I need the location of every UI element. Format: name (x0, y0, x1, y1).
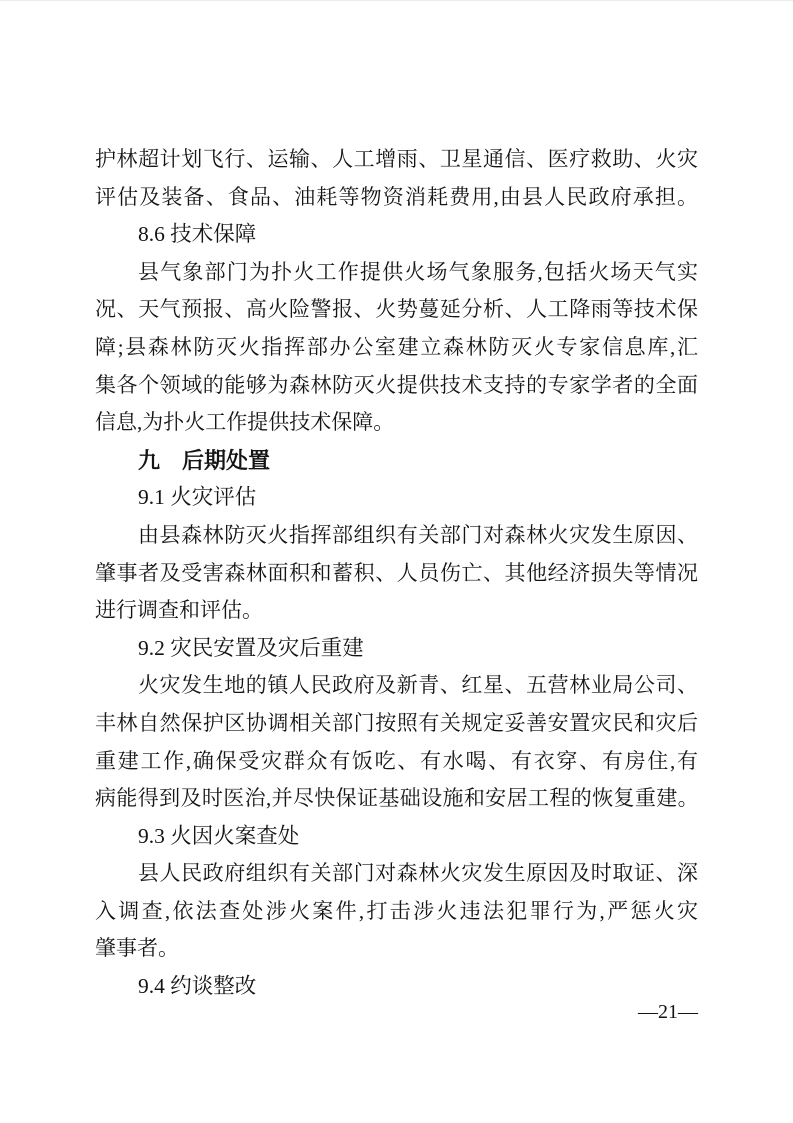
paragraph-line: 由县森林防灭火指挥部组织有关部门对森林火灾发生原因、 (138, 522, 698, 547)
paragraph-line: 县人民政府组织有关部门对森林火灾发生原因及时取证、深 (138, 861, 698, 886)
page-number: —21— (638, 1001, 698, 1023)
subsection-heading: 9.3 火因火案查处 (138, 823, 300, 848)
paragraph-line: 丰林自然保护区协调相关部门按照有关规定妥善安置灾民和灾后 (95, 710, 698, 735)
paragraph-line: 集各个领域的能够为森林防灭火提供技术支持的专家学者的全面 (95, 372, 698, 397)
paragraph-line: 火灾发生地的镇人民政府及新青、红星、五营林业局公司、 (138, 673, 698, 698)
chapter-heading: 九 后期处置 (138, 447, 271, 473)
paragraph-line: 况、天气预报、高火险警报、火势蔓延分析、人工降雨等技术保 (95, 297, 698, 322)
paragraph-line: 肇事者。 (95, 936, 179, 961)
paragraph-line: 护林超计划飞行、运输、人工增雨、卫星通信、医疗救助、火灾 (95, 147, 698, 171)
paragraph-line: 肇事者及受害森林面积和蓄积、人员伤亡、其他经济损失等情况 (95, 560, 698, 585)
subsection-heading: 9.2 灾民安置及灾后重建 (138, 635, 364, 660)
subsection-heading: 9.1 火灾评估 (138, 485, 257, 510)
paragraph-line: 评估及装备、食品、油耗等物资消耗费用,由县人民政府承担。 (95, 184, 698, 209)
paragraph-line: 进行调查和评估。 (95, 598, 263, 623)
paragraph-line: 障;县森林防灭火指挥部办公室建立森林防灭火专家信息库,汇 (95, 334, 698, 359)
subsection-heading: 9.4 约谈整改 (138, 974, 257, 999)
paragraph-line: 信息,为扑火工作提供技术保障。 (95, 410, 395, 435)
paragraph-line: 入调查,依法查处涉火案件,打击涉火违法犯罪行为,严惩火灾 (95, 898, 698, 923)
paragraph-line: 重建工作,确保受灾群众有饭吃、有水喝、有衣穿、有房住,有 (95, 748, 698, 773)
paragraph-line: 县气象部门为扑火工作提供火场气象服务,包括火场天气实 (138, 259, 698, 284)
paragraph-line: 病能得到及时医治,并尽快保证基础设施和安居工程的恢复重建。 (95, 786, 698, 811)
page-body (95, 141, 698, 1006)
subsection-heading: 8.6 技术保障 (138, 222, 257, 247)
